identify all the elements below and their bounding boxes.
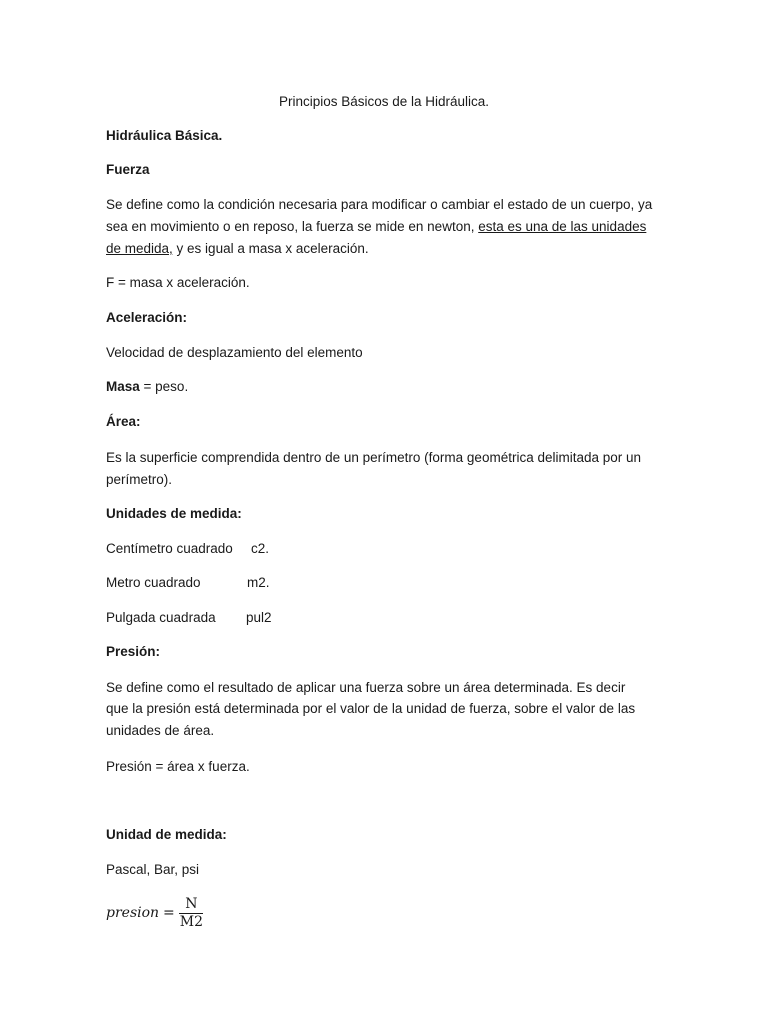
- fuerza-line-3-plain: y es igual a masa x aceleración.: [172, 241, 369, 256]
- formula-numerator: N: [185, 895, 198, 912]
- unit-symbol-m2: m2.: [247, 575, 270, 590]
- fuerza-text-line-3: [106, 240, 369, 258]
- heading-unidades: Unidades de medida:: [106, 506, 242, 521]
- unit-name-metro: Metro cuadrado: [106, 575, 201, 590]
- unit-symbol-pul2: pul2: [246, 610, 272, 625]
- section-heading-hidraulica: Hidráulica Básica.: [106, 128, 223, 143]
- formula-lhs: presion: [106, 905, 160, 921]
- document-title: Principios Básicos de la Hidráulica.: [278, 94, 490, 109]
- masa-rest: = peso.: [139, 379, 189, 394]
- presion-text-line-3: unidades de área.: [106, 723, 215, 738]
- masa-line: [106, 378, 188, 396]
- fuerza-formula: F = masa x aceleración.: [106, 275, 250, 290]
- formula-fraction: [178, 896, 205, 931]
- unidad-presion-text: Pascal, Bar, psi: [106, 862, 200, 877]
- fuerza-line-3-underlined: de medida,: [106, 241, 173, 256]
- fuerza-text-line-2: [106, 218, 646, 236]
- formula-equals: =: [163, 905, 175, 921]
- formula-denominator: M2: [179, 913, 204, 930]
- presion-formula: Presión = área x fuerza.: [106, 759, 250, 774]
- area-text-line-1: Es la superficie comprendida dentro de un perímetro (forma geométrica delimitada por un: [106, 450, 642, 465]
- presion-text-line-1: Se define como el resultado de aplicar una fuerza sobre un área determinada. Es decir: [106, 680, 626, 695]
- presion-fraction-formula: [106, 893, 205, 933]
- fuerza-line-2-plain: sea en movimiento o en reposo, la fuerza se mide en newton,: [106, 219, 479, 234]
- heading-fuerza: Fuerza: [106, 162, 150, 177]
- heading-aceleracion: Aceleración:: [106, 310, 188, 325]
- unit-symbol-c2: c2.: [251, 541, 270, 556]
- heading-unidad-medida: Unidad de medida:: [106, 827, 227, 842]
- heading-area: Área:: [106, 414, 141, 429]
- area-text-line-2: perímetro).: [106, 472, 173, 487]
- unit-name-pulgada: Pulgada cuadrada: [106, 610, 216, 625]
- masa-label: Masa: [106, 379, 140, 394]
- aceleracion-text: Velocidad de desplazamiento del elemento: [106, 345, 363, 360]
- fuerza-text-line-1: Se define como la condición necesaria para modificar o cambiar el estado de un cuerpo, ya: [106, 197, 653, 212]
- presion-text-line-2: que la presión está determinada por el valor de la unidad de fuerza, sobre el valor de las: [106, 701, 636, 716]
- unit-name-centimetro: Centímetro cuadrado: [106, 541, 233, 556]
- heading-presion: Presión:: [106, 644, 161, 659]
- fuerza-line-2-underlined: esta es una de las unidades: [478, 219, 647, 234]
